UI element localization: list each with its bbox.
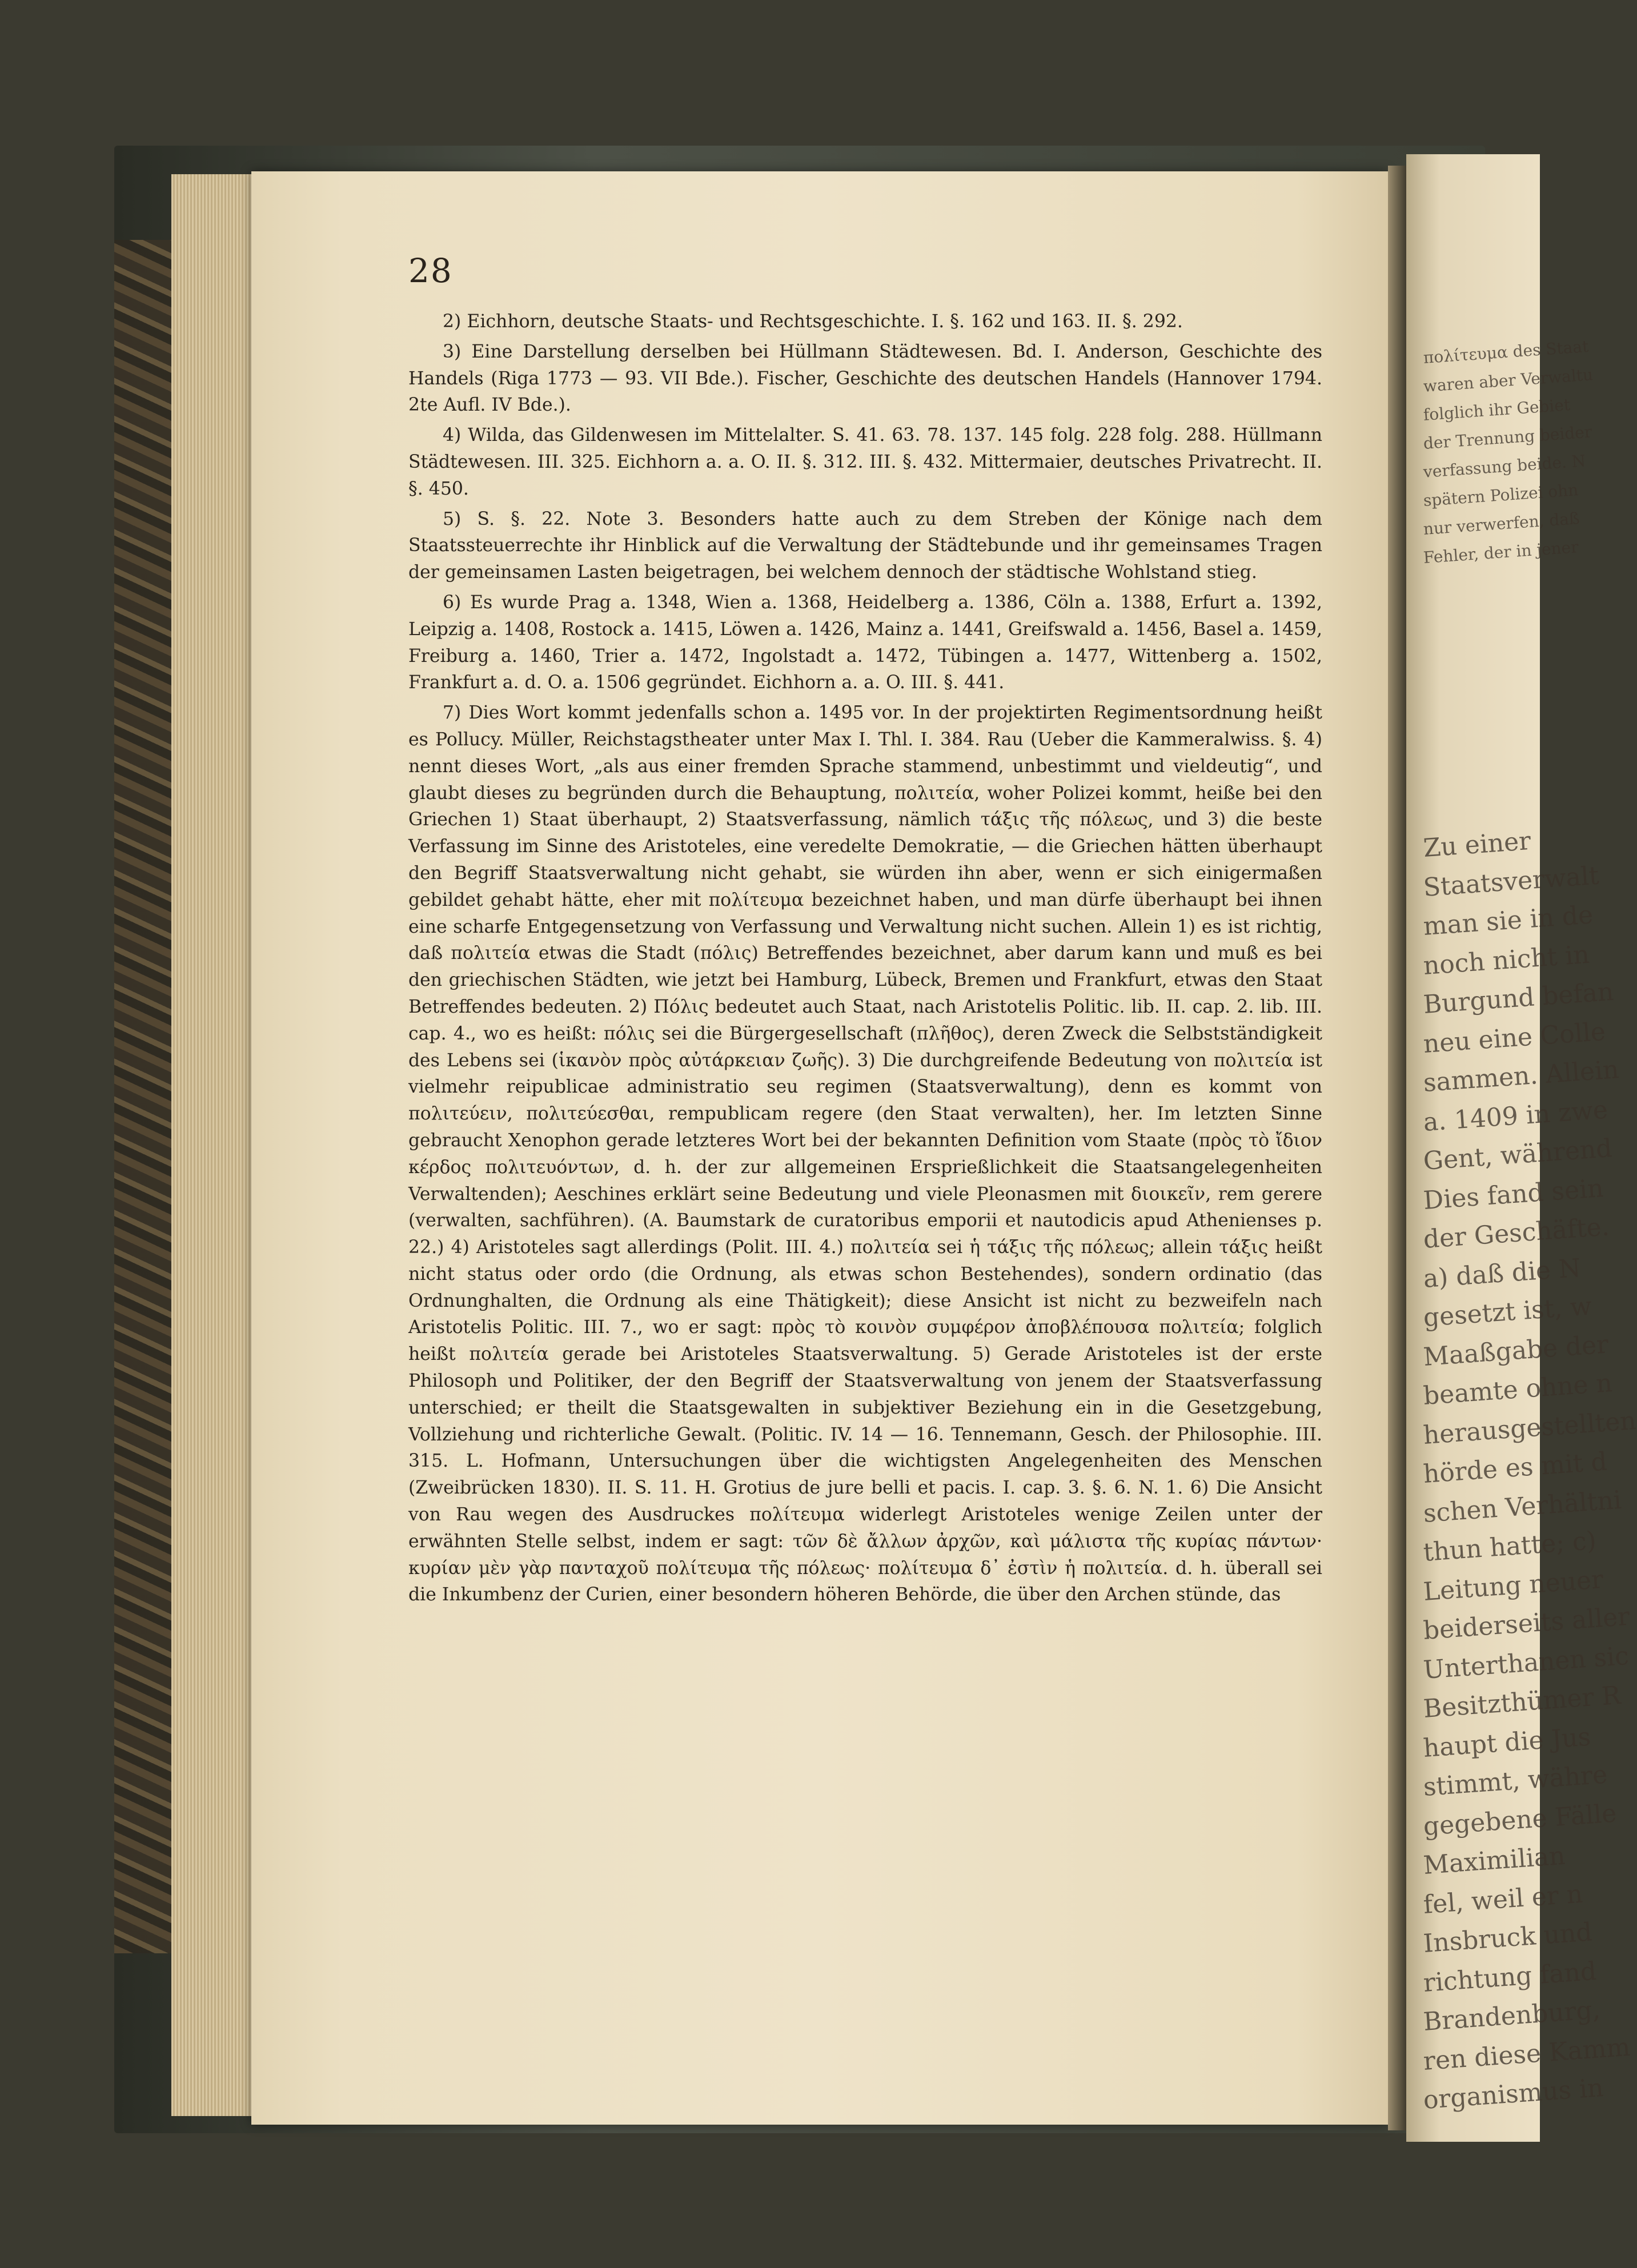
footnote-6: 6) Es wurde Prag a. 1348, Wien a. 1368, Heidelberg a. 1386, Cöln a. 1388, Erfurt a. 1392, Leipzig a. 1408, Rostock a. 1415, Löwen a. 1426, Mainz a. 1441, Greifswald a. 1456, Basel a. 1459, Freiburg a. 1460, Trier a. 1472, Ingolstadt a. 1472, Tübingen a. 1477, Wittenberg a. 1502, Frankfurt a. d. O. a. 1506 gegründet. Eichhorn a. a. O. III. §. 441. bbox=[408, 592, 1322, 693]
facing-page-line: der Geschäfte. bbox=[1422, 1212, 1611, 1254]
facing-page-line: folglich ihr Gebiet bbox=[1422, 395, 1571, 424]
facing-page-line: stimmt, währe bbox=[1422, 1760, 1608, 1802]
facing-page-line: Unterthanen sic bbox=[1422, 1641, 1630, 1685]
facing-page-line: fel, weil er n bbox=[1422, 1879, 1584, 1920]
facing-page-line: beamte ohne n bbox=[1422, 1368, 1614, 1411]
facing-page-line: sammen. Allein bbox=[1422, 1055, 1620, 1098]
footnote-7: 7) Dies Wort kommt jedenfalls schon a. 1495 vor. In der projektirten Regimentsordnung heißt es Pollucy. Müller, Reichstagstheater unter Max I. Thl. I. 384. Rau (Ueber die Kammeralwiss. §. 4) nennt dieses Wort, „als aus einer fremden Sprache stammend, unbestimmt und vieldeutig“, und glaubt dieses zu begründen durch die Behauptung, πολιτεία, woher Polizei kommt, heiße bei den Griechen 1) Staat überhaupt, 2) Staatsverfassung, nämlich τάξις τῆς πόλεως, und 3) die beste Verfassung im Sinne des Aristoteles, eine veredelte Demokratie, — die Griechen hätten überhaupt den Begriff Staatsverwaltung nicht gehabt, sie würden ihn aber, wenn er sich einigermaßen gebildet gehabt hätte, eher mit πολίτευμα bezeichnet haben, und man dürfe überhaupt bei ihnen eine scharfe Entgegensetzung von Verfassung und Verwaltung nicht suchen. Allein 1) es ist richtig, daß πολιτεία etwas die Stadt (πόλις) Betreffendes bezeichnet, aber darum kann und muß es bei den griechischen Städten, wie jetzt bei Hamburg, Lübeck, Bremen und Frankfurt, etwas den Staat Betreffendes bedeuten. 2) Πόλις bedeutet auch Staat, nach Aristotelis Politic. lib. II. cap. 2. lib. III. cap. 4., wo es heißt: πόλις sei die Bürgergesellschaft (πλῆθος), deren Zweck die Selbstständigkeit des Lebens sei (ἱκανὸν πρὸς αὐτάρκειαν ζωῆς). 3) Die durchgreifende Bedeutung von πολιτεία ist vielmehr reipublicae administratio seu regimen (Staatsverwaltung), denn es kommt von πολιτεύειν, πολιτεύεσθαι, rempublicam regere (den Staat verwalten), her. Im letzten Sinne gebraucht Xenophon gerade letzteres Wort bei der bekannten Definition vom Staate (πρὸς τὸ ἴδιον κέρδος πολιτευόντων, d. h. der zur allgemeinen Ersprießlichkeit die Staatsangelegenheiten Verwaltenden); Aeschines erklärt seine Bedeutung und viele Pleonasmen mit διοικεῖν, rem gerere (verwalten, sachführen). (A. Baumstark de curatoribus emporii et nautodicis apud Athenienses p. 22.) 4) Aristoteles sagt allerdings (Polit. III. 4.) πολιτεία sei ἡ τάξις τῆς πόλεως; allein τάξις heißt nicht status oder ordo (die Ordnung, als etwas schon Bestehendes), sondern ordinatio (das Ordnunghalten, die Ordnung als eine Thätigkeit); diese Ansicht ist nicht zu bezweifeln nach Aristotelis Politic. III. 7., wo er sagt: πρὸς τὸ κοινὸν συμφέρον ἀποβλέπουσα πολιτεία; folglich heißt πολιτεία gerade bei Aristoteles Staatsverwaltung. 5) Gerade Aristoteles ist der erste Philosoph und Politiker, der den Begriff der Staatsverwaltung von jenem der Staatsverfassung unterschied; er theilt die Staatsgewalten in subjektiver Beziehung ein in die Gesetzgebung, Vollziehung und richterliche Gewalt. (Politic. IV. 14 — 16. Tennemann, Gesch. der Philosophie. III. 315. L. Hofmann, Untersuchungen über die wichtigsten Angelegenheiten des Menschen (Zweibrücken 1830). II. S. 11. H. Grotius de jure belli et pacis. I. cap. 3. §. 6. N. 1. 6) Die Ansicht von Rau wegen des Ausdruckes πολίτευμα widerlegt Aristoteles wenige Zeilen unter der erwähnten Stelle selbst, indem er sagt: τῶν δὲ ἄλλων ἀρχῶν, καὶ μάλιστα τῆς κυρίας πάντων· κυρίαν μὲν γὰρ πανταχοῦ πολίτευμα τῆς πόλεως· πολίτευμα δ᾽ ἐστὶν ἡ πολιτεία. d. h. überall sei die Inkumbenz der Curien, einer besondern höheren Behörde, die über den Archen stünde, das bbox=[408, 703, 1322, 1605]
facing-page-line: a) daß die N bbox=[1422, 1253, 1582, 1294]
footnotes-block bbox=[408, 308, 1322, 1612]
facing-page-line: thun hatte; c) bbox=[1422, 1526, 1598, 1567]
facing-page-line: Besitzthümer R bbox=[1422, 1680, 1622, 1724]
facing-page-line: Zu einer bbox=[1422, 826, 1532, 863]
facing-page-line: Brandenburg, bbox=[1422, 1995, 1602, 2037]
facing-page-line: nur verwerfen, daß bbox=[1422, 508, 1580, 539]
footnote-4: 4) Wilda, das Gildenwesen im Mittelalter. S. 41. 63. 78. 137. 145 folg. 228 folg. 288. Hüllmann Städtewesen. III. 325. Eichhorn a. a. O. II. §. 312. III. §. 432. Mittermaier, deutsches Privatrecht. II. §. 450. bbox=[408, 425, 1322, 499]
facing-page-line: hörde es mit d bbox=[1422, 1447, 1608, 1489]
facing-page-line: gegebene Fälle bbox=[1422, 1798, 1618, 1841]
page-number: 28 bbox=[408, 251, 453, 290]
facing-page-line: Insbruck und bbox=[1422, 1917, 1594, 1958]
facing-page-line: richtung fand bbox=[1422, 1956, 1598, 1998]
facing-page-line: schen Verhältni bbox=[1422, 1485, 1623, 1528]
facing-page-line: neu eine Colle bbox=[1422, 1017, 1607, 1059]
facing-page-line: Staatsverwalt bbox=[1422, 861, 1600, 902]
facing-page-line: organismus in bbox=[1422, 2073, 1604, 2115]
facing-page-line: Fehler, der in jener bbox=[1422, 537, 1579, 567]
facing-page-line: ren diese Kamm bbox=[1422, 2032, 1631, 2076]
facing-page-line: Maaßgabe der bbox=[1422, 1329, 1610, 1372]
facing-page-line: waren aber Verwaltu bbox=[1422, 365, 1594, 396]
facing-page-line: haupt die Jus bbox=[1422, 1722, 1592, 1763]
footnote-2: 2) Eichhorn, deutsche Staats- und Rechtsgeschichte. I. §. 162 und 163. II. §. 292. bbox=[443, 311, 1183, 332]
facing-page-line: Gent, während bbox=[1422, 1133, 1613, 1176]
facing-page-line: Burgund befan bbox=[1422, 977, 1615, 1019]
facing-page-line: man sie in de bbox=[1422, 900, 1594, 941]
facing-page-line: Maximilian bbox=[1422, 1841, 1566, 1880]
facing-page-line: Dies fand sein bbox=[1422, 1173, 1605, 1215]
facing-page-line: verfassung beide. N bbox=[1422, 451, 1587, 481]
marbled-cover-edge bbox=[114, 240, 177, 1953]
facing-page-line: a. 1409 in zwe bbox=[1422, 1094, 1609, 1137]
facing-page-line: beiderseits aller bbox=[1422, 1601, 1631, 1645]
footnote-5: 5) S. §. 22. Note 3. Besonders hatte auch zu dem Streben der Könige nach dem Staatssteuerrechte ihr Hinblick auf die Verwaltung der Städtebunde und ihr gemeinsames Tragen der gemeinsamen Lasten beigetragen, bei welchem dennoch der städtische Wohlstand stieg. bbox=[408, 508, 1322, 583]
page-stack-edge bbox=[171, 174, 257, 2116]
facing-page-line: gesetzt ist, w bbox=[1422, 1291, 1593, 1332]
facing-page-line: Leitung neuer bbox=[1422, 1564, 1604, 1607]
facing-page-line: πολίτευμα des Staat bbox=[1422, 336, 1590, 367]
facing-page-line: noch nicht in bbox=[1422, 940, 1591, 981]
facing-page-line: herausgestellten bbox=[1422, 1406, 1637, 1450]
footnote-3: 3) Eine Darstellung derselben bei Hüllmann Städtewesen. Bd. I. Anderson, Geschichte des Handels (Riga 1773 — 93. VII Bde.). Fischer, Geschichte des deutschen Handels (Hannover 1794. 2te Aufl. IV Bde.). bbox=[408, 341, 1322, 416]
facing-page-line: spätern Polizei ohn bbox=[1422, 480, 1579, 510]
facing-page bbox=[1406, 154, 1637, 2142]
facing-page-line: der Trennung beider bbox=[1422, 422, 1593, 453]
